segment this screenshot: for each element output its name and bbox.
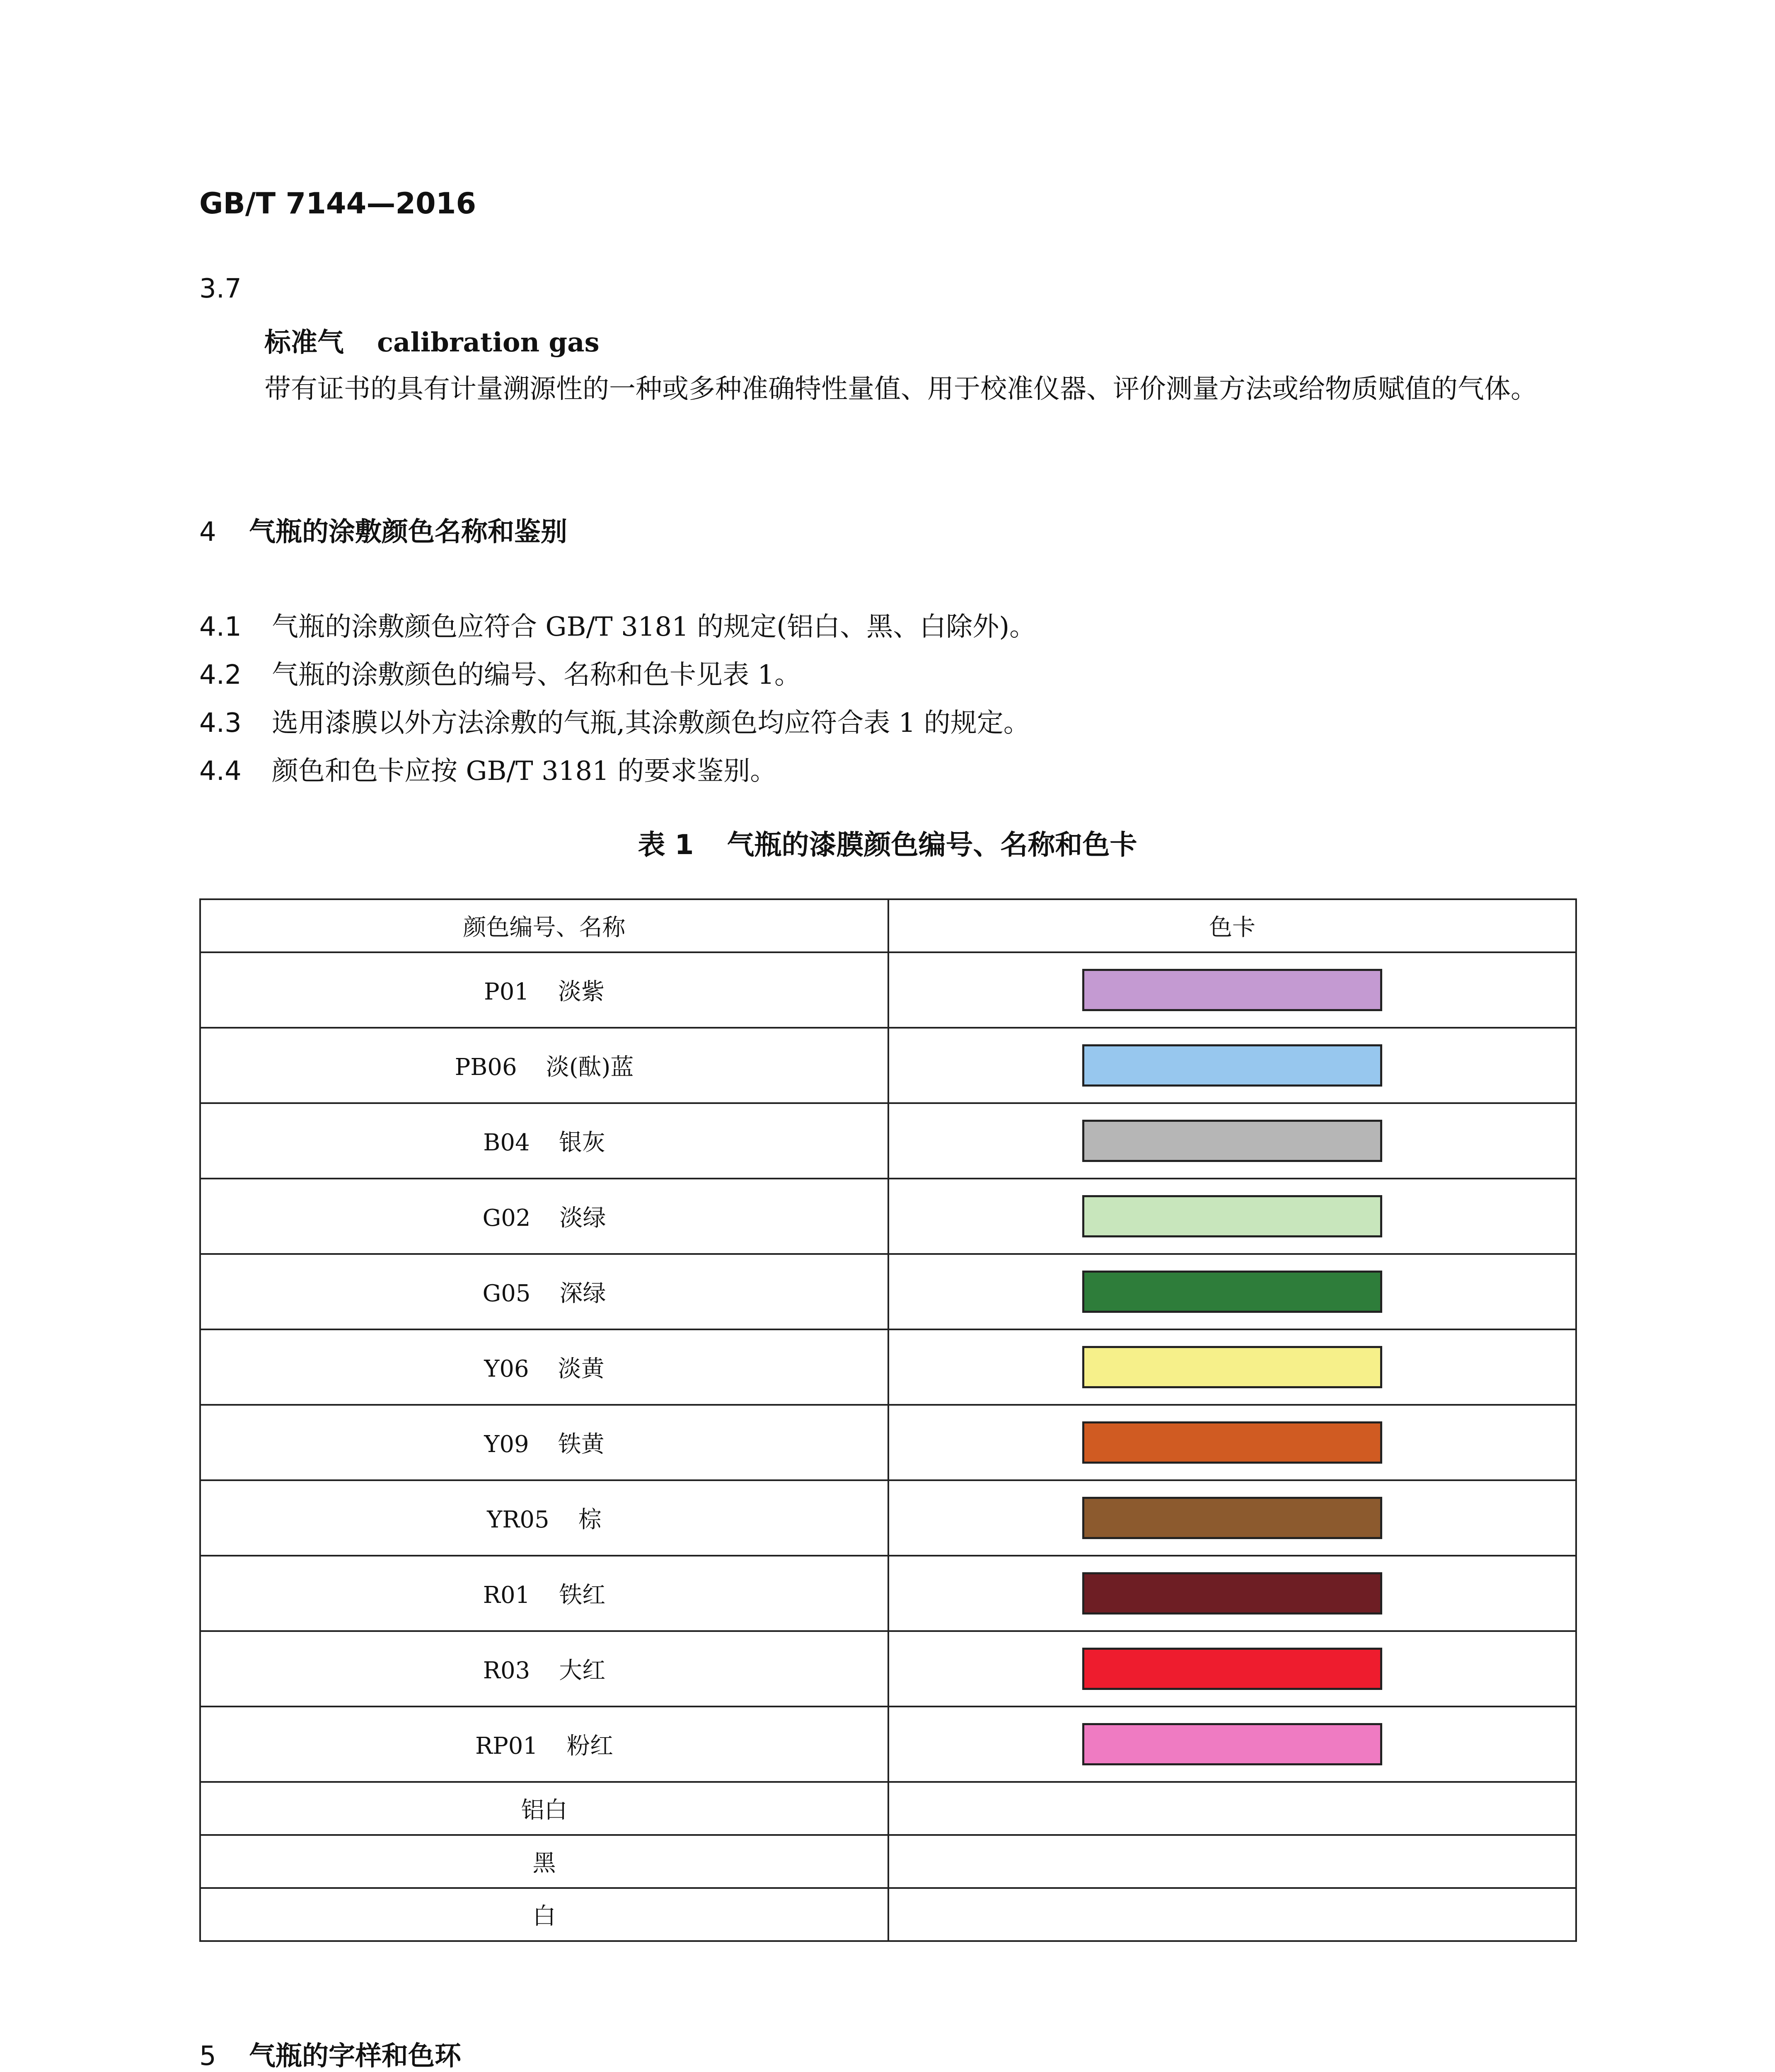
color-swatch — [1082, 1421, 1382, 1464]
clause-text: 气瓶的涂敷颜色的编号、名称和色卡见表 1。 — [272, 660, 801, 690]
table-row-rp01 — [200, 1706, 1576, 1782]
color-swatch — [1082, 1044, 1382, 1087]
color-card-cell — [888, 952, 1576, 1028]
table-row-g05 — [200, 1254, 1576, 1329]
color-swatch — [1082, 969, 1382, 1011]
color-label-cell — [200, 1329, 888, 1405]
table-row-yr05 — [200, 1480, 1576, 1556]
color-label-cell — [200, 1556, 888, 1631]
color-code: RP01 — [475, 1733, 538, 1760]
table-row-aluminum-white — [200, 1782, 1576, 1835]
section-5-number: 5 — [199, 2041, 216, 2072]
color-swatch — [1082, 1648, 1382, 1690]
section-5-heading — [199, 2035, 461, 2072]
term-number: 3.7 — [199, 274, 242, 304]
table-header-row — [200, 899, 1576, 952]
color-card-cell — [888, 1556, 1576, 1631]
term-heading — [264, 321, 600, 359]
color-label-cell — [200, 1480, 888, 1556]
color-swatch — [1082, 1271, 1382, 1313]
term-definition: 带有证书的具有计量溯源性的一种或多种准确特性量值、用于校准仪器、评价测量方法或给物质赋值的气体。 — [264, 374, 1537, 404]
table-row-black — [200, 1835, 1576, 1888]
color-code: G05 — [482, 1280, 531, 1307]
color-name: 大红 — [559, 1657, 606, 1684]
clause-number: 4.1 — [199, 612, 242, 642]
color-name: 深绿 — [559, 1280, 606, 1307]
table-caption-number: 表 1 — [638, 829, 694, 861]
table-row-white — [200, 1888, 1576, 1941]
color-name: 淡绿 — [559, 1205, 606, 1232]
color-swatch — [1082, 1572, 1382, 1615]
color-label-cell — [200, 1254, 888, 1329]
table-caption-title: 气瓶的漆膜颜色编号、名称和色卡 — [727, 829, 1137, 861]
clause-4-1 — [199, 603, 1575, 651]
color-label-cell — [200, 1179, 888, 1254]
color-card-cell — [888, 1179, 1576, 1254]
color-label-cell — [200, 1103, 888, 1179]
color-card-cell-empty — [888, 1835, 1576, 1888]
term-en: calibration gas — [377, 327, 600, 358]
color-label-cell — [200, 1405, 888, 1480]
color-label-cell — [200, 1631, 888, 1706]
color-code: R01 — [483, 1582, 530, 1609]
color-card-cell — [888, 1480, 1576, 1556]
color-swatch — [1082, 1120, 1382, 1162]
color-label-cell — [200, 952, 888, 1028]
color-name: 黑 — [200, 1835, 888, 1888]
color-card-cell — [888, 1405, 1576, 1480]
color-name: 银灰 — [559, 1129, 605, 1156]
color-card-cell — [888, 1329, 1576, 1405]
section-5-title: 气瓶的字样和色环 — [249, 2041, 461, 2072]
color-code: R03 — [483, 1657, 530, 1684]
color-swatch — [1082, 1346, 1382, 1388]
color-code-table — [199, 898, 1577, 1942]
section-4-heading — [199, 511, 567, 549]
color-code: P01 — [484, 978, 529, 1005]
color-name: 铁黄 — [558, 1431, 605, 1458]
color-label-cell — [200, 1706, 888, 1782]
clause-text: 颜色和色卡应按 GB/T 3181 的要求鉴别。 — [272, 756, 777, 787]
color-name: 粉红 — [567, 1733, 614, 1760]
clause-number: 4.4 — [199, 756, 242, 787]
clause-number: 4.3 — [199, 708, 242, 738]
color-card-cell — [888, 1028, 1576, 1103]
clause-4-2 — [199, 651, 1575, 699]
table-row-b04 — [200, 1103, 1576, 1179]
color-code: PB06 — [455, 1054, 517, 1081]
color-code: YR05 — [487, 1506, 549, 1533]
color-swatch — [1082, 1723, 1382, 1765]
color-code: Y06 — [484, 1356, 529, 1382]
color-code: Y09 — [484, 1431, 529, 1458]
clause-4-4 — [199, 747, 1575, 795]
color-name: 淡紫 — [558, 978, 605, 1005]
color-card-cell — [888, 1103, 1576, 1179]
clause-text: 选用漆膜以外方法涂敷的气瓶,其涂敷颜色均应符合表 1 的规定。 — [272, 708, 1030, 738]
table-caption — [0, 823, 1775, 862]
clause-4-3 — [199, 699, 1575, 747]
table-row-r01 — [200, 1556, 1576, 1631]
color-name: 铝白 — [200, 1782, 888, 1835]
color-label-cell — [200, 1028, 888, 1103]
color-card-cell-empty — [888, 1782, 1576, 1835]
color-card-cell — [888, 1254, 1576, 1329]
color-card-cell-empty — [888, 1888, 1576, 1941]
header-color-code-name: 颜色编号、名称 — [200, 899, 888, 952]
table-row-pb06 — [200, 1028, 1576, 1103]
table-row-r03 — [200, 1631, 1576, 1706]
term-zh: 标准气 — [264, 327, 344, 358]
clause-number: 4.2 — [199, 660, 242, 690]
table-row-y06 — [200, 1329, 1576, 1405]
header-color-card: 色卡 — [888, 899, 1576, 952]
color-code: B04 — [483, 1129, 530, 1156]
color-swatch — [1082, 1195, 1382, 1237]
color-name: 淡黄 — [558, 1356, 605, 1382]
color-name: 铁红 — [559, 1582, 606, 1609]
color-name: 棕 — [578, 1506, 602, 1533]
clause-text: 气瓶的涂敷颜色应符合 GB/T 3181 的规定(铝白、黑、白除外)。 — [272, 612, 1036, 642]
color-code: G02 — [482, 1205, 531, 1232]
color-swatch — [1082, 1497, 1382, 1539]
section-4-title: 气瓶的涂敷颜色名称和鉴别 — [249, 517, 567, 547]
section-4-clauses — [199, 603, 1575, 795]
table-row-y09 — [200, 1405, 1576, 1480]
color-card-cell — [888, 1706, 1576, 1782]
table-row-p01 — [200, 952, 1576, 1028]
standard-code: GB/T 7144—2016 — [199, 186, 476, 220]
color-name: 白 — [200, 1888, 888, 1941]
table-row-g02 — [200, 1179, 1576, 1254]
color-name: 淡(酞)蓝 — [546, 1054, 634, 1081]
section-4-number: 4 — [199, 517, 216, 547]
color-card-cell — [888, 1631, 1576, 1706]
